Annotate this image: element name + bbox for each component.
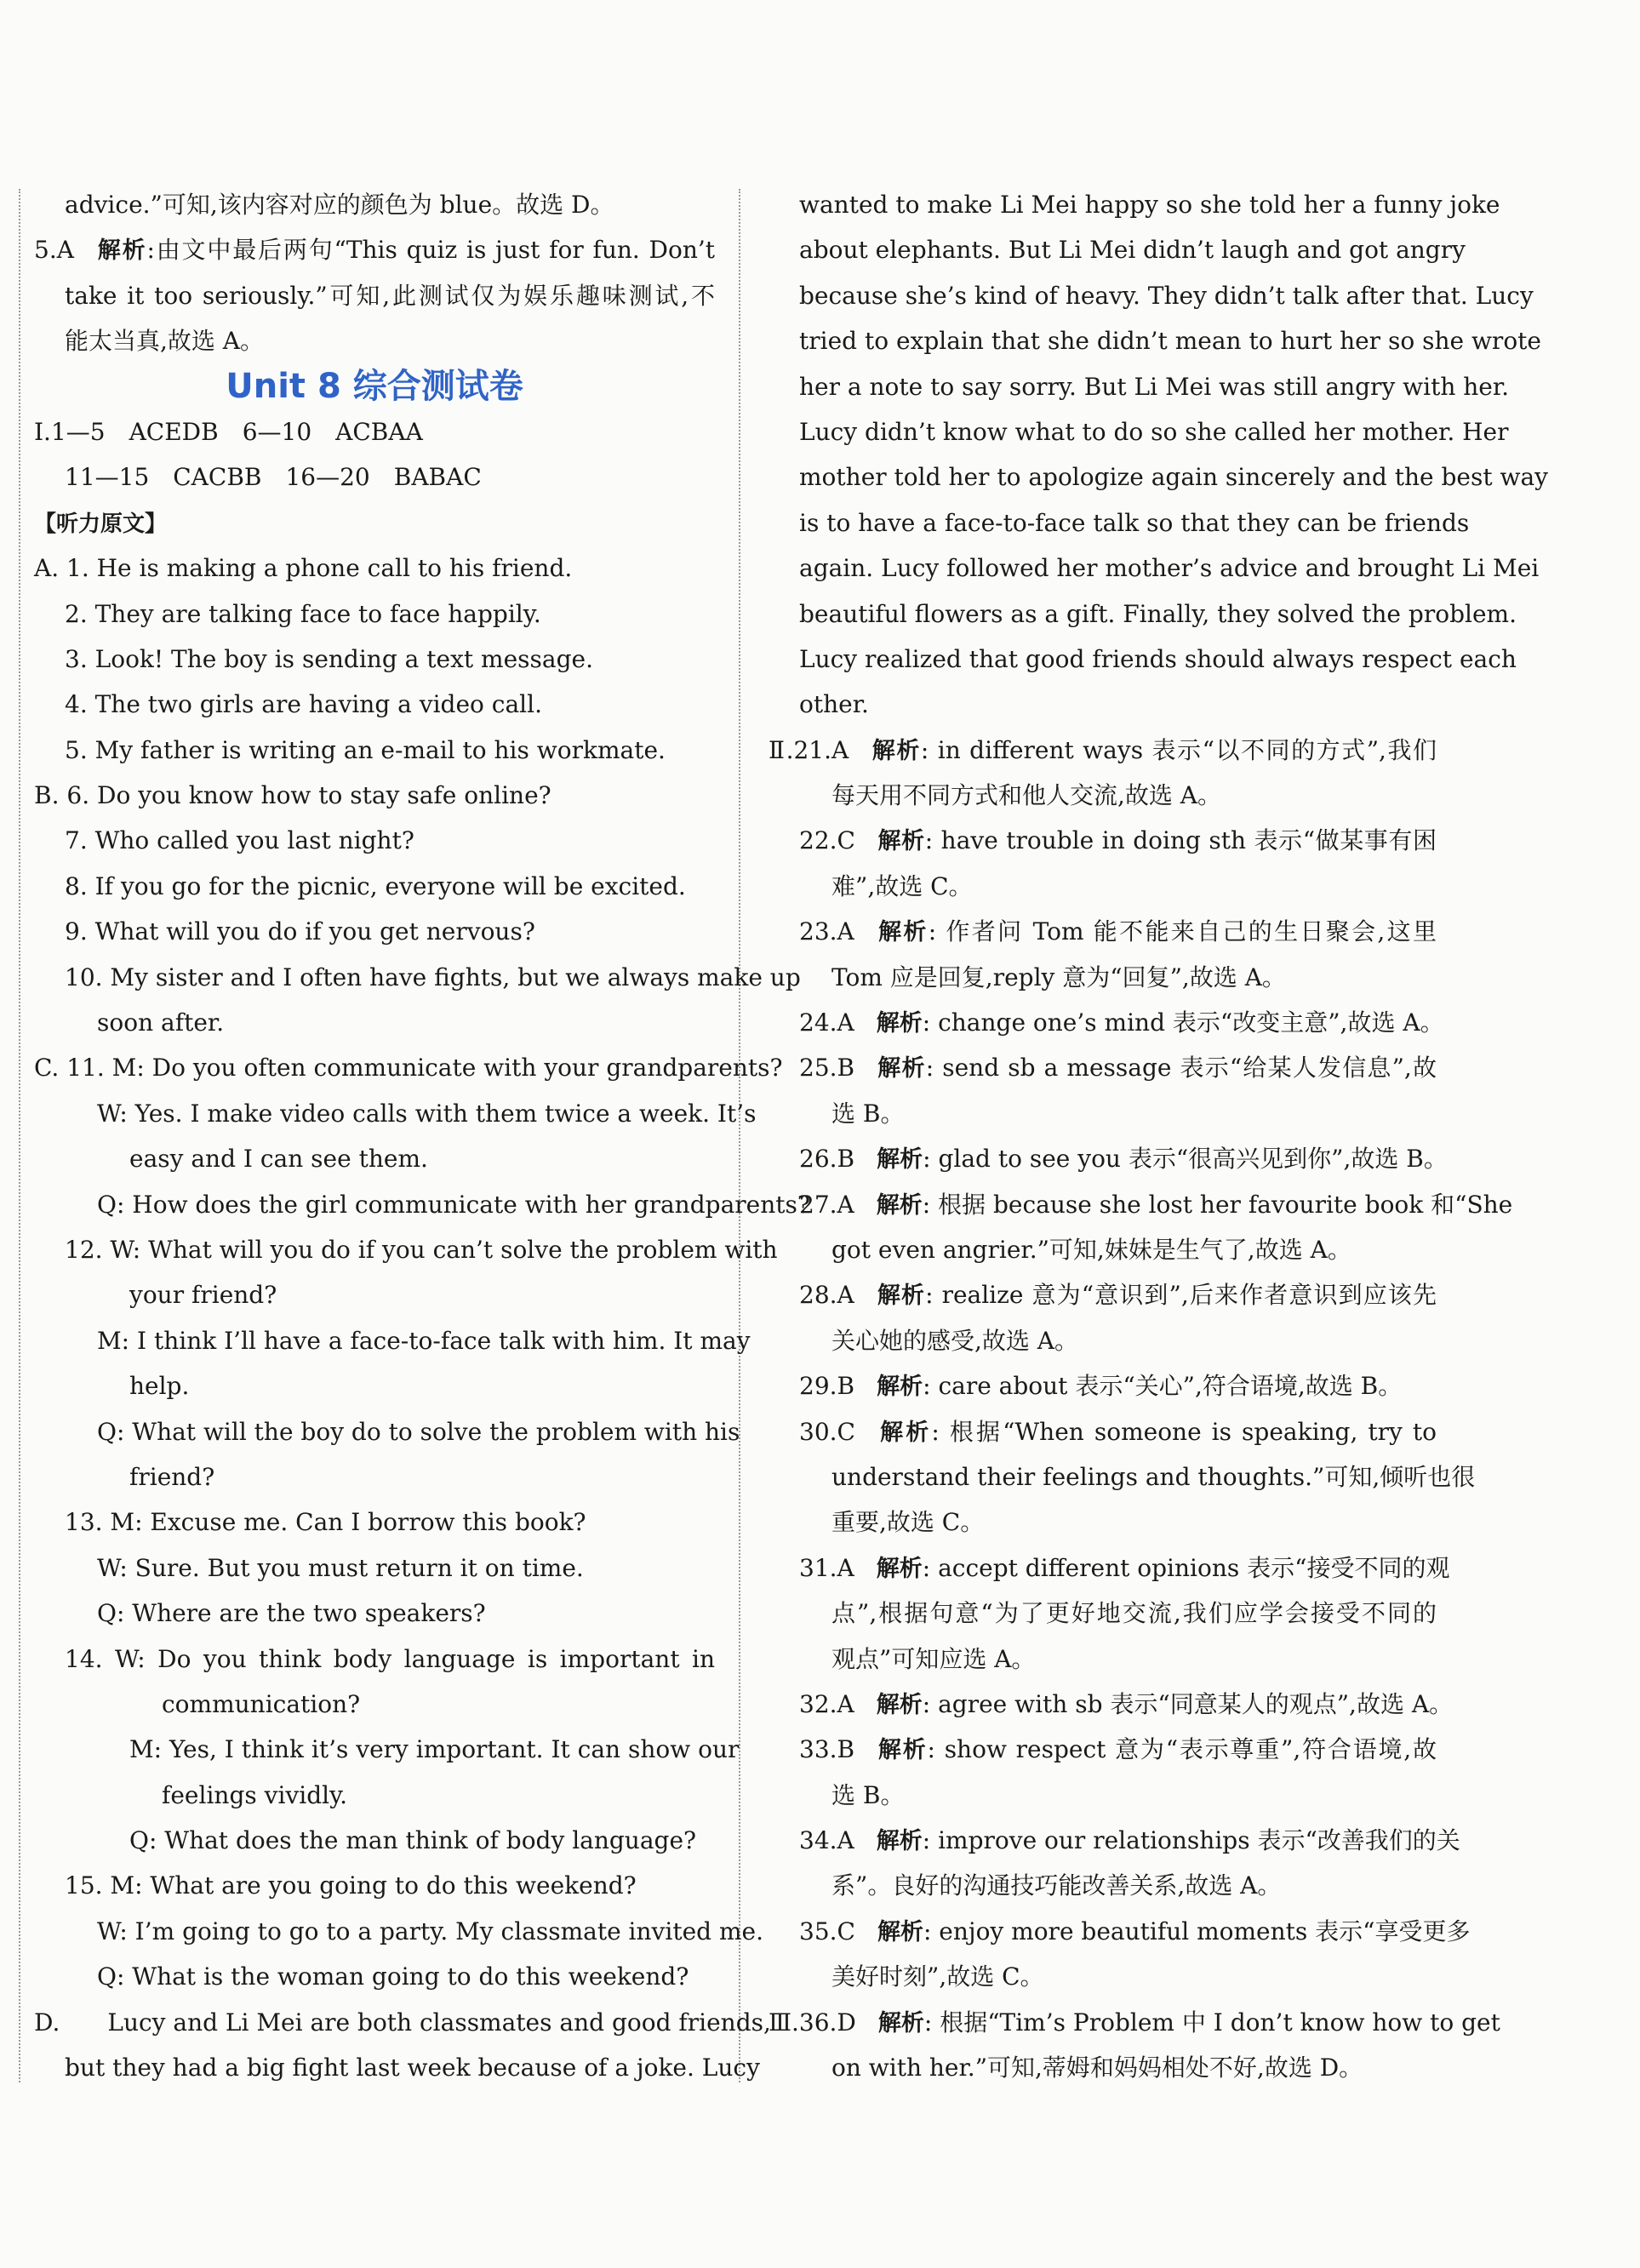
line-text: 11—15 CACBB 16—20 BABAC	[65, 463, 482, 492]
text-line	[769, 454, 1548, 500]
text-line	[769, 182, 1500, 227]
text-line	[769, 500, 1470, 546]
text-line	[34, 273, 715, 318]
text-line	[769, 1773, 1437, 1818]
text-line	[34, 2045, 760, 2090]
line-text: Lucy realized that good friends should always respect each	[799, 644, 1517, 673]
line-text: got even angrier.”可知,妹妹是生气了,故选 A。	[831, 1235, 1351, 1264]
text-line	[34, 728, 715, 773]
text-line	[34, 1045, 783, 1090]
line-text: communication?	[162, 1689, 361, 1718]
text-line	[769, 909, 1437, 954]
text-line	[769, 1682, 1454, 1727]
line-text: 15. M: What are you going to do this weekend?	[65, 1871, 637, 1900]
line-text: C. 11. M: Do you often communicate with your grandparents?	[34, 1054, 783, 1083]
text-line	[769, 728, 1437, 773]
text-line	[34, 227, 715, 272]
line-text: M: Yes, I think it’s very important. It can show our	[129, 1735, 740, 1764]
text-line	[769, 1954, 1437, 1999]
text-line	[769, 637, 1517, 682]
text-line	[34, 864, 715, 909]
analysis-label: 解析	[877, 1374, 923, 1401]
line-text: : realize 意为“意识到”,后来作者意识到应该先	[925, 1281, 1437, 1310]
analysis-label: 解析	[876, 1283, 926, 1310]
text-line	[34, 1318, 751, 1363]
text-line	[769, 1136, 1448, 1181]
text-line	[769, 1318, 1437, 1363]
text-line	[34, 1545, 715, 1591]
line-text: wanted to make Li Mei happy so she told her a funny joke	[799, 191, 1500, 219]
line-text: 美好时刻”,故选 C。	[831, 1962, 1044, 1991]
line-text: D. Lucy and Li Mei are both classmates and good friends,	[34, 2008, 771, 2037]
line-text: : 根据 because she lost her favourite book 和“She	[922, 1190, 1513, 1219]
line-text: Ⅰ.1—5 ACEDB 6—10 ACBAA	[34, 417, 423, 446]
text-line	[34, 1227, 778, 1272]
line-text: : glad to see you 表示“很高兴见到你”,故选 B。	[923, 1145, 1448, 1174]
text-line	[769, 546, 1540, 591]
line-text: : in different ways 表示“以不同的方式”,我们	[920, 735, 1437, 764]
line-text: B. 6. Do you know how to stay safe online?	[34, 781, 551, 810]
answer-number: 28.A	[799, 1281, 854, 1310]
text-line	[34, 1136, 715, 1181]
analysis-label: 解析	[876, 1691, 923, 1718]
line-text: soon after.	[97, 1008, 225, 1037]
answer-number: Ⅲ.36.D	[769, 2008, 856, 2037]
line-text: 14. W: Do you think body language is important in	[65, 1644, 715, 1673]
text-line	[34, 318, 715, 363]
text-line	[769, 818, 1437, 863]
line-text: 9. What will you do if you get nervous?	[65, 917, 535, 946]
line-text: Lucy didn’t know what to do so she called her mother. Her	[799, 417, 1509, 446]
line-text: 12. W: What will you do if you can’t solve the problem with	[65, 1235, 778, 1264]
line-text: : care about 表示“关心”,符合语境,故选 B。	[923, 1372, 1403, 1401]
answer-number: 27.A	[799, 1190, 854, 1219]
line-text: beautiful flowers as a gift. Finally, they solved the problem.	[799, 599, 1517, 628]
analysis-label: 解析	[876, 1010, 923, 1037]
right-column	[769, 182, 1548, 2090]
analysis-label: 解析	[876, 919, 929, 946]
text-line	[34, 1863, 715, 1908]
analysis-label: 解析	[877, 828, 925, 855]
text-line	[34, 591, 715, 637]
line-text: 难”,故选 C。	[831, 871, 973, 900]
line-text: 选 B。	[831, 1099, 905, 1128]
answer-number: 32.A	[799, 1689, 854, 1718]
text-line	[34, 2000, 771, 2045]
line-text: Q: What does the man think of body language?	[129, 1826, 697, 1855]
text-line	[34, 1637, 715, 1682]
text-line	[769, 1000, 1444, 1045]
analysis-label: 解析	[876, 1191, 923, 1219]
line-text: take it too seriously.”可知,此测试仅为娱乐趣味测试,不	[65, 281, 715, 310]
text-line	[34, 909, 715, 954]
text-line	[769, 1045, 1437, 1090]
text-line	[769, 682, 1437, 727]
text-line	[34, 818, 715, 863]
answer-number: 35.C	[799, 1917, 855, 1945]
text-line	[769, 318, 1541, 363]
text-line	[769, 591, 1517, 637]
line-text: 5. My father is writing an e-mail to his workmate.	[65, 735, 666, 764]
line-text: Tom 应是回复,reply 意为“回复”,故选 A。	[831, 963, 1286, 991]
answer-number: 22.C	[799, 826, 855, 855]
analysis-label: 解析	[871, 737, 921, 764]
line-text: tried to explain that she didn’t mean to hurt her so she wrote	[799, 327, 1541, 356]
line-text: about elephants. But Li Mei didn’t laugh and got angry	[799, 236, 1466, 265]
answer-number: 25.B	[799, 1054, 855, 1083]
line-text: : have trouble in doing sth 表示“做某事有困	[924, 826, 1437, 855]
line-text: 点”,根据句意“为了更好地交流,我们应学会接受不同的	[831, 1599, 1437, 1628]
answer-number: 5.A	[34, 236, 74, 265]
answer-number: 29.B	[799, 1372, 855, 1401]
line-text: 关心她的感受,故选 A。	[831, 1326, 1079, 1355]
line-text: advice.”可知,该内容对应的颜色为 blue。故选 D。	[65, 191, 614, 219]
left-margin-rule	[19, 189, 20, 2082]
line-text: 2. They are talking face to face happily.	[65, 599, 541, 628]
text-line	[34, 454, 715, 500]
line-text: 8. If you go for the picnic, everyone will be excited.	[65, 871, 686, 900]
text-line	[34, 1727, 740, 1772]
line-text: your friend?	[129, 1281, 277, 1310]
text-line	[769, 864, 1437, 909]
text-line	[769, 1727, 1437, 1772]
answer-number: 23.A	[799, 917, 854, 946]
line-text: her a note to say sorry. But Li Mei was still angry with her.	[799, 372, 1510, 401]
text-line	[34, 955, 801, 1000]
text-line	[34, 773, 715, 818]
line-text: 7. Who called you last night?	[65, 826, 414, 855]
line-text: W: I’m going to go to a party. My classmate invited me.	[97, 1917, 763, 1945]
text-line	[34, 500, 715, 546]
line-text: 能太当真,故选 A。	[65, 327, 265, 356]
line-text: on with her.”可知,蒂姆和妈妈相处不好,故选 D。	[831, 2054, 1363, 2082]
text-line	[769, 409, 1509, 454]
analysis-label: 解析	[876, 1555, 923, 1582]
answer-number: 33.B	[799, 1735, 855, 1764]
text-line	[34, 1591, 715, 1636]
text-line	[769, 1818, 1460, 1863]
analysis-label: 解析	[877, 1918, 923, 1945]
analysis-label: 解析	[95, 237, 147, 265]
line-text: other.	[799, 690, 869, 719]
analysis-label: 解析	[877, 1737, 928, 1764]
line-text: W: Sure. But you must return it on time.	[97, 1553, 584, 1582]
text-line	[769, 227, 1466, 272]
text-line	[34, 1500, 715, 1545]
text-line	[769, 1091, 1437, 1136]
line-text: : agree with sb 表示“同意某人的观点”,故选 A。	[922, 1689, 1454, 1718]
text-line	[769, 1637, 1437, 1682]
line-text: understand their feelings and thoughts.”可知,倾听也很	[831, 1462, 1476, 1491]
text-line	[34, 1091, 757, 1136]
text-line	[769, 955, 1437, 1000]
text-line	[34, 1682, 715, 1727]
line-text: : change one’s mind 表示“改变主意”,故选 A。	[922, 1008, 1444, 1037]
line-text: 13. M: Excuse me. Can I borrow this book?	[65, 1508, 586, 1537]
text-line	[34, 1000, 715, 1045]
text-line	[769, 1363, 1437, 1408]
analysis-label: 解析	[877, 1146, 923, 1174]
text-line	[34, 1363, 715, 1408]
text-line	[769, 1182, 1513, 1227]
text-line	[769, 1500, 1437, 1545]
answer-number: 31.A	[799, 1553, 854, 1582]
line-text: feelings vividly.	[162, 1780, 348, 1809]
line-text: : 根据“When someone is speaking, try to	[931, 1417, 1437, 1446]
analysis-label: 解析	[877, 1419, 932, 1446]
answer-number: 24.A	[799, 1008, 854, 1037]
text-line	[769, 773, 1437, 818]
text-line	[34, 1773, 715, 1818]
text-line	[769, 1409, 1437, 1454]
line-text: mother told her to apologize again sincerely and the best way	[799, 463, 1548, 492]
text-line	[34, 409, 715, 454]
line-text: help.	[129, 1372, 190, 1401]
line-text: : accept different opinions 表示“接受不同的观	[922, 1553, 1450, 1582]
text-line	[769, 1227, 1437, 1272]
answer-number: 26.B	[799, 1145, 855, 1174]
line-text: : 根据“Tim’s Problem 中 I don’t know how to get	[923, 2008, 1500, 2037]
text-line	[34, 1454, 715, 1500]
line-text: :由文中最后两句“This quiz is just for fun. Don’t	[146, 236, 716, 265]
line-text: 10. My sister and I often have fights, but we always make up	[65, 963, 801, 991]
line-text: 3. Look! The boy is sending a text message.	[65, 644, 593, 673]
line-text: 观点”可知应选 A。	[831, 1644, 1036, 1673]
line-text: 重要,故选 C。	[831, 1508, 985, 1537]
line-text: W: Yes. I make video calls with them twice a week. It’s	[97, 1099, 757, 1128]
text-line	[769, 1545, 1450, 1591]
text-line	[34, 1954, 715, 1999]
line-text: Q: What is the woman going to do this weekend?	[97, 1962, 689, 1991]
line-text: because she’s kind of heavy. They didn’t talk after that. Lucy	[799, 281, 1534, 310]
text-line	[769, 1272, 1437, 1317]
section-title: Unit 8 综合测试卷	[226, 366, 523, 406]
text-line	[769, 2000, 1500, 2045]
line-text: M: I think I’ll have a face-to-face talk with him. It may	[97, 1326, 751, 1355]
line-text: Q: What will the boy do to solve the problem with his	[97, 1417, 740, 1446]
text-line	[34, 1818, 715, 1863]
text-line	[769, 273, 1534, 318]
line-text: Q: How does the girl communicate with her grandparents?	[97, 1190, 810, 1219]
line-text: : enjoy more beautiful moments 表示“享受更多	[923, 1917, 1471, 1945]
text-line	[769, 1591, 1437, 1636]
text-line	[769, 1454, 1476, 1500]
section-tag: 【听力原文】	[34, 511, 168, 537]
text-line	[34, 1409, 740, 1454]
line-text: 每天用不同方式和他人交流,故选 A。	[831, 781, 1222, 810]
answer-number: Ⅱ.21.A	[769, 735, 849, 764]
answer-number: 34.A	[799, 1826, 854, 1855]
line-text: 4. The two girls are having a video call.	[65, 690, 542, 719]
analysis-label: 解析	[877, 2009, 924, 2037]
text-line	[34, 1272, 715, 1317]
line-text: Q: Where are the two speakers?	[97, 1599, 486, 1628]
text-line	[34, 1182, 810, 1227]
line-text: easy and I can see them.	[129, 1145, 428, 1174]
line-text: : show respect 意为“表示尊重”,符合语境,故	[927, 1735, 1437, 1764]
text-line	[769, 2045, 1437, 2090]
text-line	[769, 1863, 1437, 1908]
line-text: 选 B。	[831, 1780, 905, 1809]
line-text: : 作者问 Tom 能不能来自己的生日聚会,这里	[928, 917, 1437, 946]
line-text: 系”。良好的沟通技巧能改善关系,故选 A。	[831, 1871, 1282, 1900]
line-text: friend?	[129, 1462, 215, 1491]
text-line	[34, 1909, 763, 1954]
text-line	[769, 364, 1510, 409]
line-text: is to have a face-to-face talk so that they can be friends	[799, 508, 1470, 537]
answer-number: 30.C	[799, 1417, 855, 1446]
line-text: but they had a big fight last week because of a joke. Lucy	[65, 2054, 760, 2082]
text-line	[34, 546, 715, 591]
line-text: : improve our relationships 表示“改善我们的关	[922, 1826, 1460, 1855]
analysis-label: 解析	[877, 1055, 926, 1083]
line-text: : send sb a message 表示“给某人发信息”,故	[925, 1054, 1437, 1083]
line-text: A. 1. He is making a phone call to his friend.	[34, 554, 573, 583]
line-text: again. Lucy followed her mother’s advice and brought Li Mei	[799, 554, 1540, 583]
text-line	[769, 1909, 1471, 1954]
text-line	[34, 182, 715, 227]
analysis-label: 解析	[876, 1828, 923, 1855]
text-line	[34, 682, 715, 727]
text-line	[34, 637, 715, 682]
